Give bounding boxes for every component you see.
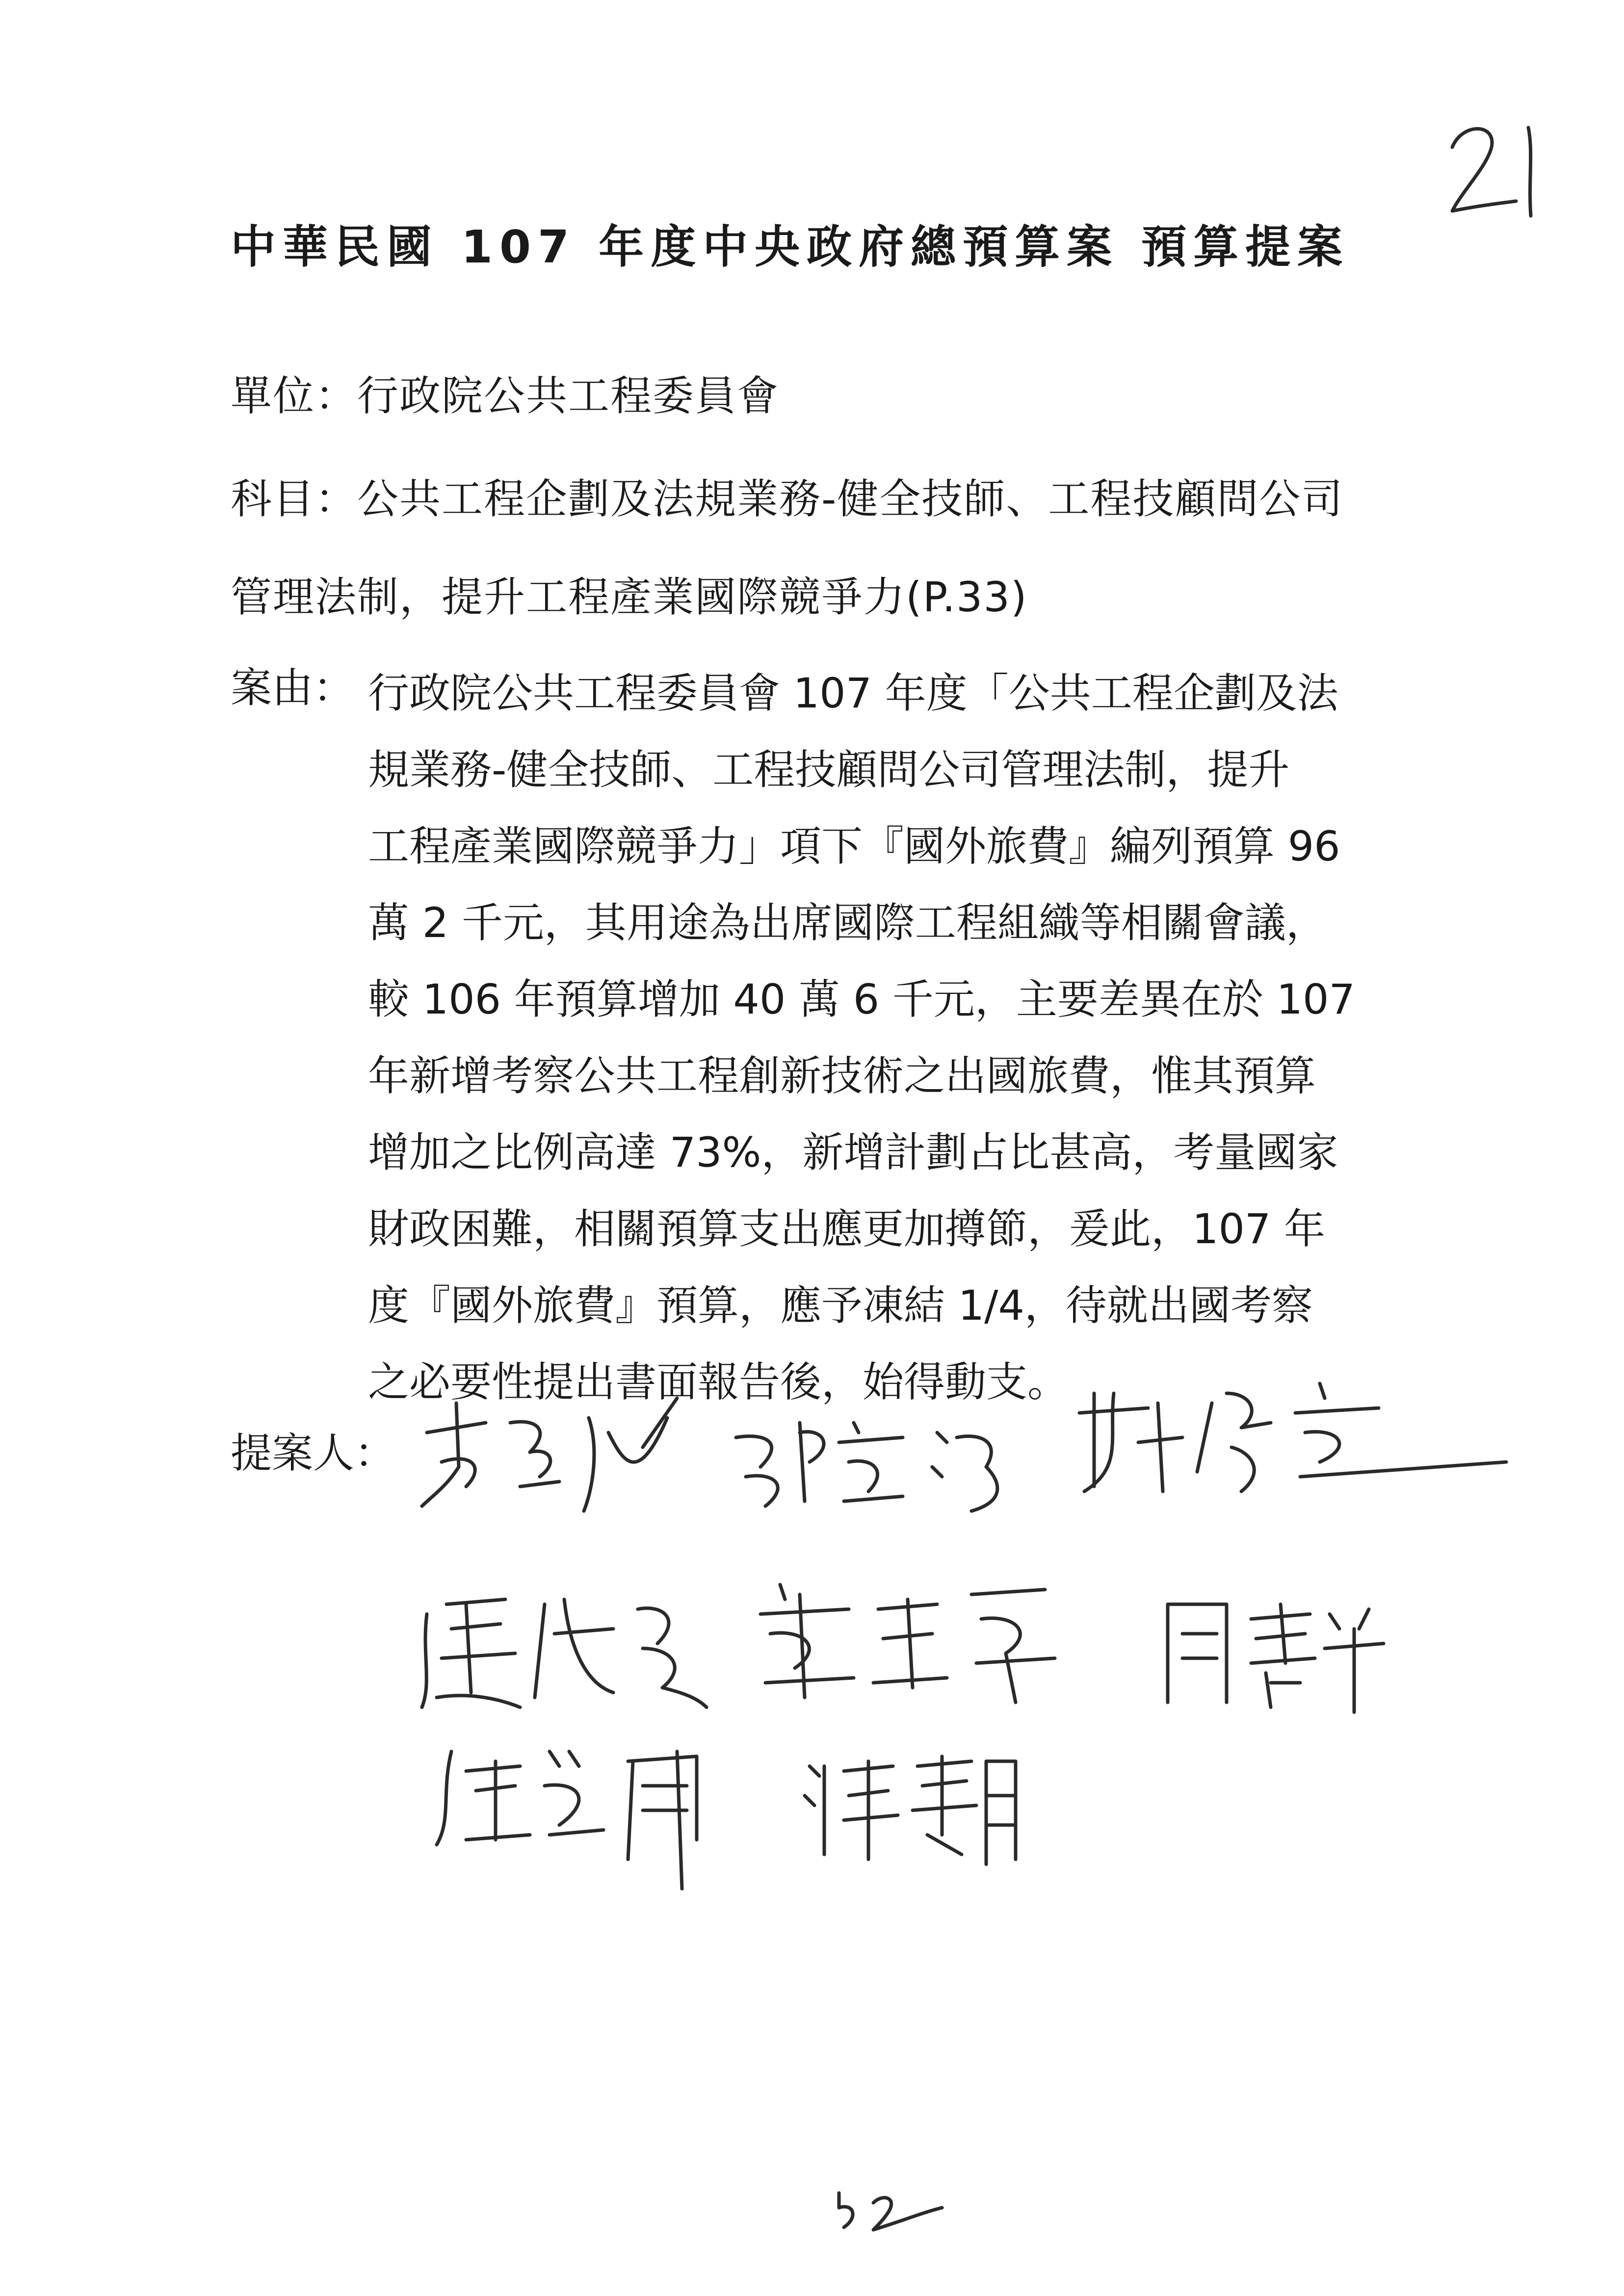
subject-line-2: 管理法制，提升工程產業國際競爭力(P.33) [231, 573, 1028, 621]
reason-line: 較 106 年預算增加 40 萬 6 千元，主要差異在於 107 [368, 975, 1355, 1023]
signature-8 [795, 1737, 1021, 1874]
handwritten-footer-mark [829, 2178, 947, 2237]
reason-line: 年新增考察公共工程創新技術之出國旅費，惟其預算 [368, 1052, 1316, 1100]
signature-2 [726, 1403, 1021, 1526]
reason-line: 規業務-健全技師、工程技顧問公司管理法制，提升 [368, 746, 1290, 794]
reason-line: 行政院公共工程委員會 107 年度「公共工程企劃及法 [368, 669, 1338, 717]
reason-line: 萬 2 千元，其用途為出席國際工程組織等相關會議， [368, 899, 1327, 947]
handwritten-page-number [1442, 108, 1560, 221]
signature-5 [751, 1565, 1065, 1712]
signature-1 [412, 1388, 687, 1526]
signature-6 [1153, 1585, 1388, 1717]
signature-7 [422, 1732, 726, 1899]
subject-line-1: 科目：公共工程企劃及法規業務-健全技師、工程技顧問公司 [231, 475, 1344, 523]
reason-line: 度『國外旅費』預算，應予凍結 1/4，待就出國考察 [368, 1281, 1313, 1330]
document-title: 中華民國 107 年度中央政府總預算案 預算提案 [231, 221, 1350, 273]
reason-label: 案由： [231, 664, 355, 712]
signature-3 [1065, 1364, 1506, 1521]
reason-body [368, 655, 1398, 1420]
reason-line: 財政困難，相關預算支出應更加撙節，爰此，107 年 [368, 1205, 1326, 1253]
signature-4 [407, 1575, 711, 1722]
reason-line: 之必要性提出書面報告後，始得動支。 [368, 1358, 1069, 1406]
proposer-label: 提案人： [231, 1429, 396, 1477]
reason-line: 增加之比例高達 73%，新增計劃占比甚高，考量國家 [368, 1128, 1338, 1176]
reason-line: 工程產業國際競爭力」項下『國外旅費』編列預算 96 [368, 822, 1340, 870]
unit-line: 單位：行政院公共工程委員會 [231, 372, 780, 420]
